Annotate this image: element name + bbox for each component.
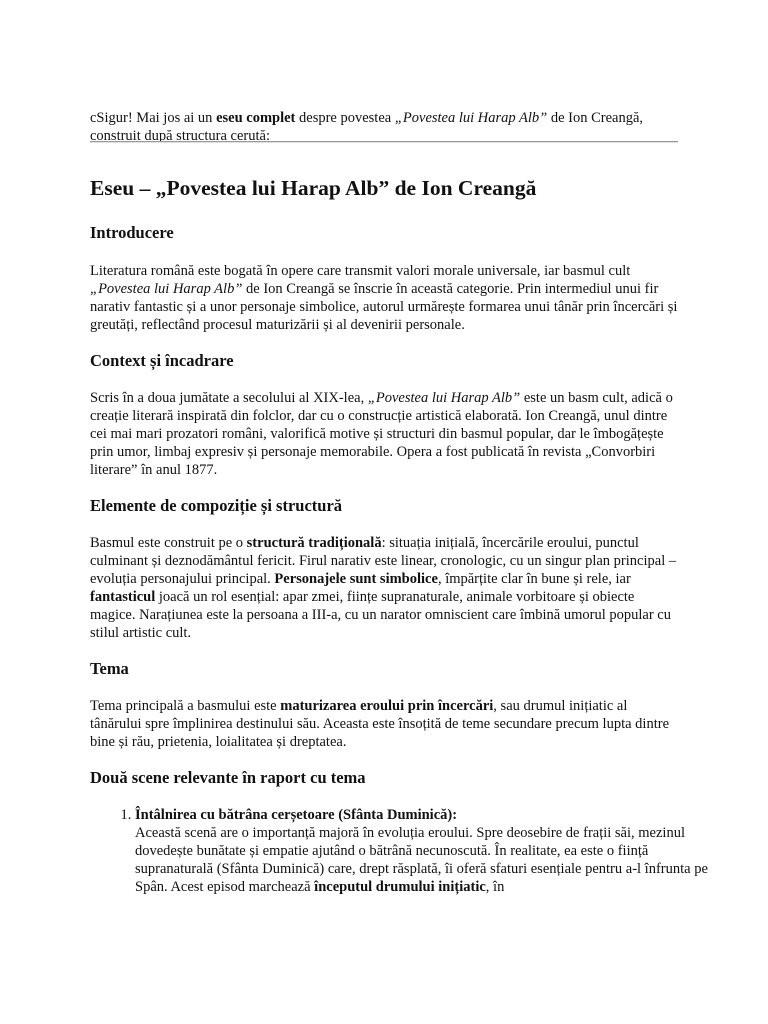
italic-text: „Povestea lui Harap Alb”: [394, 109, 548, 126]
text: : situația inițială, încercările eroului, punctul culminant și deznodământul fericit. Firul narativ este linear, cronologic, cu un singur plan principal – evoluția personajului principal.: [90, 535, 677, 587]
text: despre povestea: [295, 109, 395, 126]
text: , sau drumul inițiatic al tânărului spre împlinirea destinului său. Aceasta este însoțită de teme secundare precum lupta dintre bine și rău, prietenia, loialitatea și dreptatea.: [90, 698, 670, 750]
text: , împărțite clar în bune și rele, iar: [437, 571, 631, 587]
list-item-title: Întâlnirea cu bătrâna cerșetoare (Sfânta Duminică):: [135, 807, 458, 823]
heading-introducere: Introducere: [90, 223, 174, 242]
italic-text: „Povestea lui Harap Alb”: [367, 390, 521, 406]
bold-text: Personajele sunt simbolice: [274, 571, 438, 587]
text: cSigur! Mai jos ai un: [90, 109, 217, 126]
text: Această scenă are o importanță majoră în evoluția eroului. Spre deosebire de frații săi, mezinul dovedește bunătate și empatie ajutând o bătrână necunoscută. În realitate, ea este o ființă supranaturală (Sfânta Duminică) care, drept răsplată, îi oferă sfaturi esențiale pentru a-l înfrunta pe Spân. Acest episod marchează: [135, 825, 708, 895]
intro-paragraph: [90, 109, 680, 145]
paragraph-compozitie: [90, 534, 680, 642]
text: Basmul este construit pe o: [90, 535, 247, 551]
bold-text: începutul drumului inițiatic: [314, 879, 486, 895]
text: Scris în a doua jumătate a secolului al XIX-lea,: [90, 390, 368, 406]
horizontal-divider: [90, 141, 678, 143]
text: este un basm cult, adică o creație literară inspirată din folclor, dar cu o construcție artistică elaborată. Ion Creangă, unul dintre cei mai mari prozatori români, valorifică motive și structuri din basmul popular, dar le îmbogățește prin umor, limbaj expresiv și personaje memorabile. Opera a fost publicată în revista „Convorbiri literare” în anul 1877.: [90, 390, 673, 478]
text: de Ion Creangă se înscrie în această categorie. Prin intermediul unui fir narativ fantastic și a unor personaje simbolice, autorul urmărește formarea unui tânăr prin încercări și greutăți, reflectând procesul maturizării și al devenirii personale.: [90, 281, 678, 333]
bold-text: structură tradițională: [246, 535, 382, 551]
heading-tema: Tema: [90, 659, 129, 678]
heading-context: Context și încadrare: [90, 351, 234, 370]
text: Literatura română este bogată în opere care transmit valori morale universale, iar basmul cult: [90, 263, 631, 279]
scene-list: [90, 806, 725, 896]
heading-compozitie: Elemente de compoziție și structură: [90, 496, 343, 515]
text: de Ion Creangă, construit după structura cerută:: [90, 109, 644, 144]
paragraph-tema: [90, 697, 680, 751]
paragraph-introducere: [90, 262, 680, 334]
bold-text: fantasticul: [90, 589, 156, 605]
text: , în: [485, 879, 505, 895]
bold-text: eseu complet: [216, 109, 296, 126]
italic-text: „Povestea lui Harap Alb”: [90, 281, 243, 297]
paragraph-context: [90, 389, 680, 479]
bold-text: maturizarea eroului prin încercări: [280, 698, 494, 714]
text: Tema principală a basmului este: [90, 698, 281, 714]
heading-scene: Două scene relevante în raport cu tema: [90, 768, 366, 787]
essay-title: Eseu – „Povestea lui Harap Alb” de Ion Creangă: [90, 176, 537, 200]
text: joacă un rol esențial: apar zmei, ființe supranaturale, animale vorbitoare și obiecte magice. Narațiunea este la persoana a III-a, cu un narator omniscient care îmbină umorul popular cu stilul artistic cult.: [90, 589, 671, 641]
list-item: [135, 806, 725, 896]
